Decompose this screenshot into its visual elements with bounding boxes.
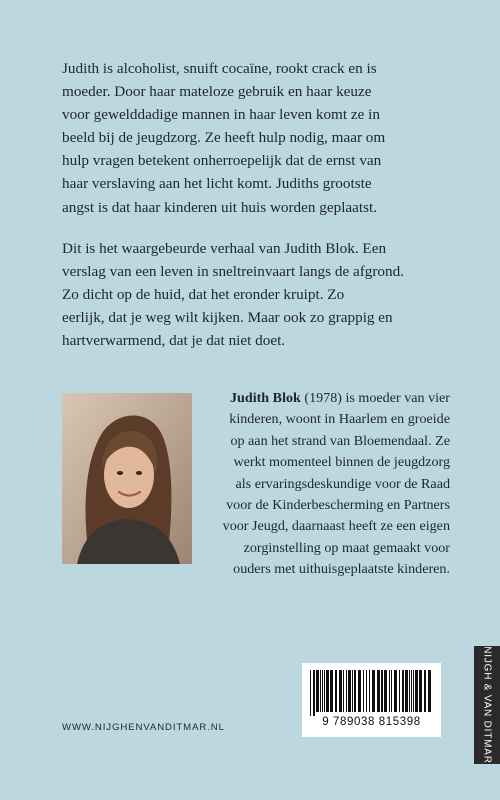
blurb-line: hartverwarmend, dat je dat niet doet.: [62, 332, 286, 350]
barcode-bar: [372, 670, 375, 712]
barcode-bar: [384, 670, 387, 712]
blurb-line: Zo dicht op de huid, dat het eronder kruipt. Zo: [62, 286, 345, 304]
barcode-bar: [335, 670, 337, 712]
blurb-line: beeld bij de jeugdzorg. Ze heeft hulp nodig, maar om: [62, 129, 386, 147]
author-bio-line: op aan het strand van Bloemendaal. Ze: [230, 432, 450, 449]
barcode-bar: [394, 670, 397, 712]
barcode-bar: [310, 670, 311, 716]
blurb-line: moeder. Door haar mateloze gebruik en haar keuze: [62, 83, 372, 101]
barcode-bar: [415, 670, 418, 712]
blurb-paragraph-2: [62, 237, 446, 352]
blurb-line: eerlijk, dat je weg wilt kijken. Maar ook zo grappig en: [62, 309, 393, 327]
barcode-bar: [326, 670, 329, 712]
author-bio-line: werkt momenteel binnen de jeugdzorg: [233, 454, 450, 471]
author-bio-text: (1978) is moeder van vier: [300, 390, 450, 406]
barcode-bar: [343, 670, 344, 712]
blurb-line: voor gewelddadige mannen in haar leven komt ze in: [62, 106, 380, 124]
isbn-barcode: [302, 663, 441, 737]
blurb-paragraph-1: [62, 57, 446, 219]
blurb-line: verslag van een leven in sneltreinvaart langs de afgrond.: [62, 263, 405, 281]
barcode-bar: [424, 670, 426, 712]
author-name: Judith Blok: [229, 390, 301, 406]
barcode-bar: [339, 670, 342, 712]
barcode-bar: [377, 670, 380, 712]
barcode-bar: [391, 670, 392, 712]
publisher-website[interactable]: WWW.NIJGHENVANDITMAR.NL: [62, 722, 225, 733]
barcode-bar: [405, 670, 408, 712]
barcode-bar: [313, 670, 315, 716]
barcode-bar: [354, 670, 356, 712]
barcode-bar: [402, 670, 404, 712]
publisher-logo-text: NIJGH & VAN DITMAR: [481, 646, 493, 764]
barcode-bar: [366, 670, 367, 712]
author-photo: [62, 393, 192, 564]
barcode-bar: [363, 670, 364, 712]
barcode-bar: [389, 670, 390, 712]
author-bio-line: ouders met uithuisgeplaatste kinderen.: [233, 561, 450, 578]
author-bio: [205, 388, 450, 581]
barcode-bar: [352, 670, 353, 712]
barcode-bar: [419, 670, 422, 712]
barcode-bar: [316, 670, 319, 712]
barcode-bar: [324, 670, 325, 712]
isbn-number: 9 789038 815398: [322, 716, 421, 728]
barcode-bar: [413, 670, 414, 712]
blurb-line: Judith is alcoholist, snuift cocaïne, rookt crack en is: [62, 60, 377, 77]
publisher-logo: [474, 646, 500, 764]
barcode-bar: [320, 670, 321, 712]
barcode-bar: [330, 670, 333, 712]
barcode-bar: [428, 670, 431, 712]
barcode-bar: [346, 670, 347, 712]
barcode-bars: [310, 670, 433, 716]
barcode-bar: [369, 670, 370, 712]
blurb-line: angst is dat haar kinderen uit huis worden geplaatst.: [62, 198, 378, 216]
barcode-bar: [411, 670, 412, 712]
blurb-line: Dit is het waargebeurde verhaal van Judith Blok. Een: [62, 240, 387, 257]
author-bio-line: voor Jeugd, daarnaast heeft ze een eigen: [222, 518, 450, 535]
author-bio-line: als ervaringsdeskundige voor de Raad: [235, 475, 450, 492]
barcode-bar: [322, 670, 323, 712]
author-bio-line: voor de Kinderbescherming en Partners: [226, 497, 450, 514]
barcode-bar: [358, 670, 361, 712]
blurb-line: hulp vragen betekent onherroepelijk dat de ernst van: [62, 152, 382, 170]
barcode-bar: [348, 670, 351, 712]
author-bio-line: kinderen, woont in Haarlem en groeide: [229, 411, 450, 428]
barcode-bar: [399, 670, 400, 712]
barcode-bar: [409, 670, 410, 712]
blurb-line: haar verslaving aan het licht komt. Judiths grootste: [62, 175, 372, 193]
barcode-bar: [381, 670, 383, 712]
author-bio-first-line: [205, 388, 450, 409]
author-bio-line: zorginstelling op maat gemaakt voor: [243, 539, 450, 556]
